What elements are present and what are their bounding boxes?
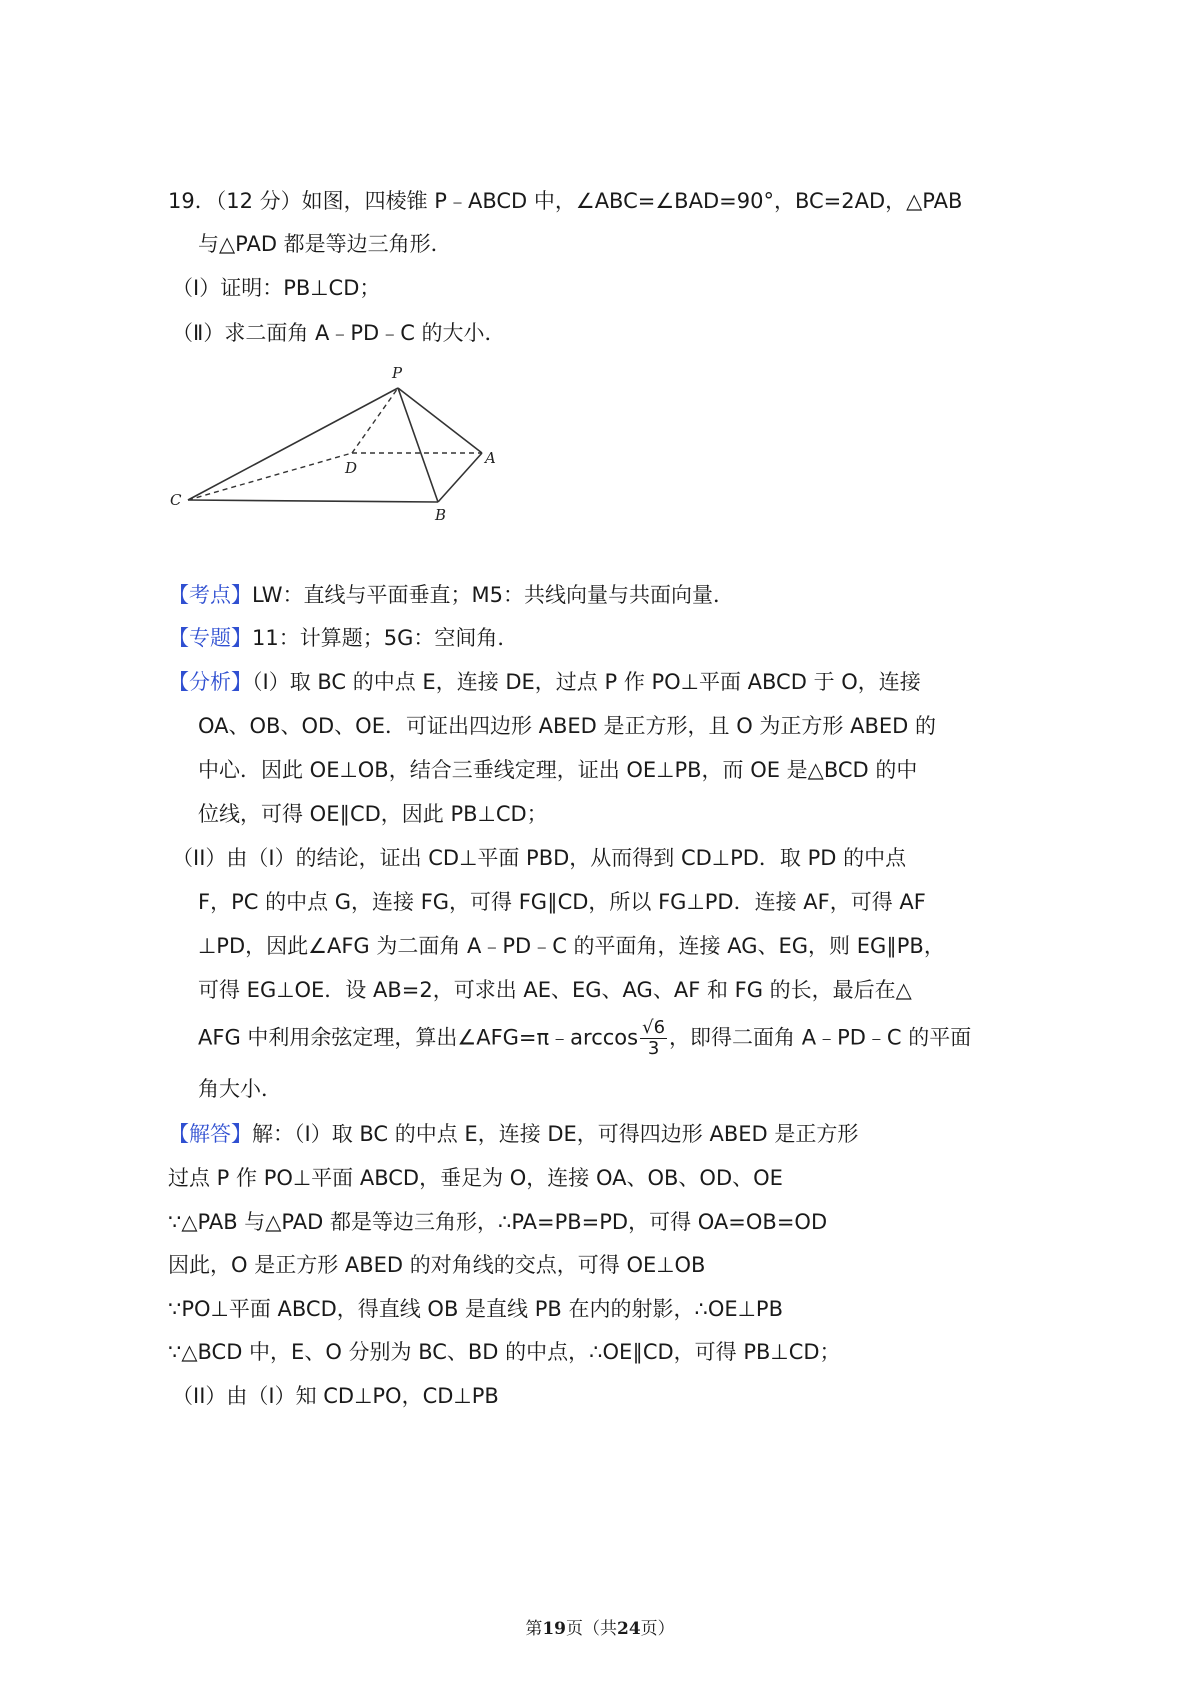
edge-dp-hidden bbox=[352, 388, 398, 453]
jieda-line-7: （II）由（I）知 CD⊥PO，CD⊥PB bbox=[172, 1384, 499, 1408]
fenxi-line-7: ⊥PD，因此∠AFG 为二面角 A﹣PD﹣C 的平面角，连接 AG、EG，则 EG∥PB， bbox=[198, 934, 945, 958]
edge-cb bbox=[188, 500, 438, 502]
edge-pa bbox=[398, 388, 482, 453]
edge-pc bbox=[188, 388, 398, 500]
pyramid-figure bbox=[170, 360, 510, 530]
fenxi-line-6: F，PC 的中点 G，连接 FG，可得 FG∥CD，所以 FG⊥PD．连接 AF，可得 AF bbox=[198, 890, 926, 914]
fenxi-text-9a: AFG 中利用余弦定理，算出∠AFG=π﹣arccos bbox=[198, 1025, 639, 1050]
zhuanti-text: 11：计算题；5G：空间角． bbox=[252, 626, 519, 650]
edge-cd-hidden bbox=[188, 453, 352, 500]
fenxi-line-8: 可得 EG⊥OE．设 AB=2，可求出 AE、EG、AG、AF 和 FG 的长，最后在△ bbox=[198, 978, 912, 1002]
kaodian-line bbox=[168, 581, 734, 609]
fenxi-text-9b: ，即得二面角 A﹣PD﹣C 的平面 bbox=[669, 1025, 972, 1050]
question-part-2: （Ⅱ）求二面角 A﹣PD﹣C 的大小． bbox=[172, 321, 506, 345]
jieda-line-4: 因此，O 是正方形 ABED 的对角线的交点，可得 OE⊥OB bbox=[168, 1253, 706, 1277]
jieda-line-1 bbox=[168, 1120, 858, 1148]
jieda-tag: 【解答】 bbox=[168, 1122, 252, 1146]
fraction-denominator: 3 bbox=[647, 1038, 660, 1059]
fenxi-line-4: 位线，可得 OE∥CD，因此 PB⊥CD； bbox=[198, 802, 548, 826]
question-line-2: 与△PAD 都是等边三角形． bbox=[198, 232, 452, 256]
vertex-label-p: P bbox=[392, 364, 403, 382]
fenxi-line-5: （II）由（I）的结论，证出 CD⊥平面 PBD，从而得到 CD⊥PD．取 PD 的中点 bbox=[172, 846, 907, 870]
jieda-text-1: 解：（I）取 BC 的中点 E，连接 DE，可得四边形 ABED 是正方形 bbox=[252, 1122, 859, 1146]
jieda-line-2: 过点 P 作 PO⊥平面 ABCD，垂足为 O，连接 OA、OB、OD、OE bbox=[168, 1166, 783, 1190]
edge-ba bbox=[438, 453, 482, 502]
fenxi-line-3: 中心．因此 OE⊥OB，结合三垂线定理，证出 OE⊥PB，而 OE 是△BCD 的中 bbox=[198, 758, 918, 782]
vertex-label-d: D bbox=[345, 459, 358, 477]
question-line-1: 19．（12 分）如图，四棱锥 P﹣ABCD 中，∠ABC=∠BAD=90°，BC=2AD，△PAB bbox=[168, 189, 963, 213]
page-footer bbox=[0, 1618, 1200, 1640]
sqrt6-over-3-fraction bbox=[640, 1018, 667, 1059]
footer-prefix: 第 bbox=[525, 1619, 543, 1639]
kaodian-text: LW：直线与平面垂直；M5：共线向量与共面向量． bbox=[252, 583, 735, 607]
jieda-line-3: ∵△PAB 与△PAD 都是等边三角形，∴PA=PB=PD，可得 OA=OB=OD bbox=[168, 1210, 828, 1234]
footer-total-pages: 24 bbox=[617, 1619, 641, 1639]
fraction-numerator: √6 bbox=[642, 1017, 666, 1038]
fenxi-line-2: OA、OB、OD、OE．可证出四边形 ABED 是正方形，且 O 为正方形 ABED 的 bbox=[198, 714, 936, 738]
fenxi-text-1: （I）取 BC 的中点 E，连接 DE，过点 P 作 PO⊥平面 ABCD 于 O，连接 bbox=[252, 670, 921, 694]
vertex-label-c: C bbox=[170, 491, 182, 509]
zhuanti-line bbox=[168, 624, 518, 652]
edge-pb bbox=[398, 388, 438, 502]
kaodian-tag: 【考点】 bbox=[168, 583, 252, 607]
fenxi-tag: 【分析】 bbox=[168, 670, 252, 694]
footer-suffix: 页） bbox=[640, 1619, 675, 1639]
jieda-line-5: ∵PO⊥平面 ABCD，得直线 OB 是直线 PB 在内的射影，∴OE⊥PB bbox=[168, 1297, 783, 1321]
vertex-label-b: B bbox=[435, 506, 447, 524]
footer-page-number: 19 bbox=[542, 1619, 566, 1639]
question-part-1: （Ⅰ）证明：PB⊥CD； bbox=[172, 276, 381, 300]
fenxi-line-9 bbox=[198, 1018, 971, 1059]
zhuanti-tag: 【专题】 bbox=[168, 626, 252, 650]
fenxi-line-10: 角大小． bbox=[198, 1077, 282, 1101]
vertex-label-a: A bbox=[485, 449, 496, 467]
footer-mid: 页（共 bbox=[566, 1619, 617, 1639]
jieda-line-6: ∵△BCD 中，E、O 分别为 BC、BD 的中点，∴OE∥CD，可得 PB⊥CD； bbox=[168, 1340, 841, 1364]
fenxi-line-1 bbox=[168, 668, 921, 696]
